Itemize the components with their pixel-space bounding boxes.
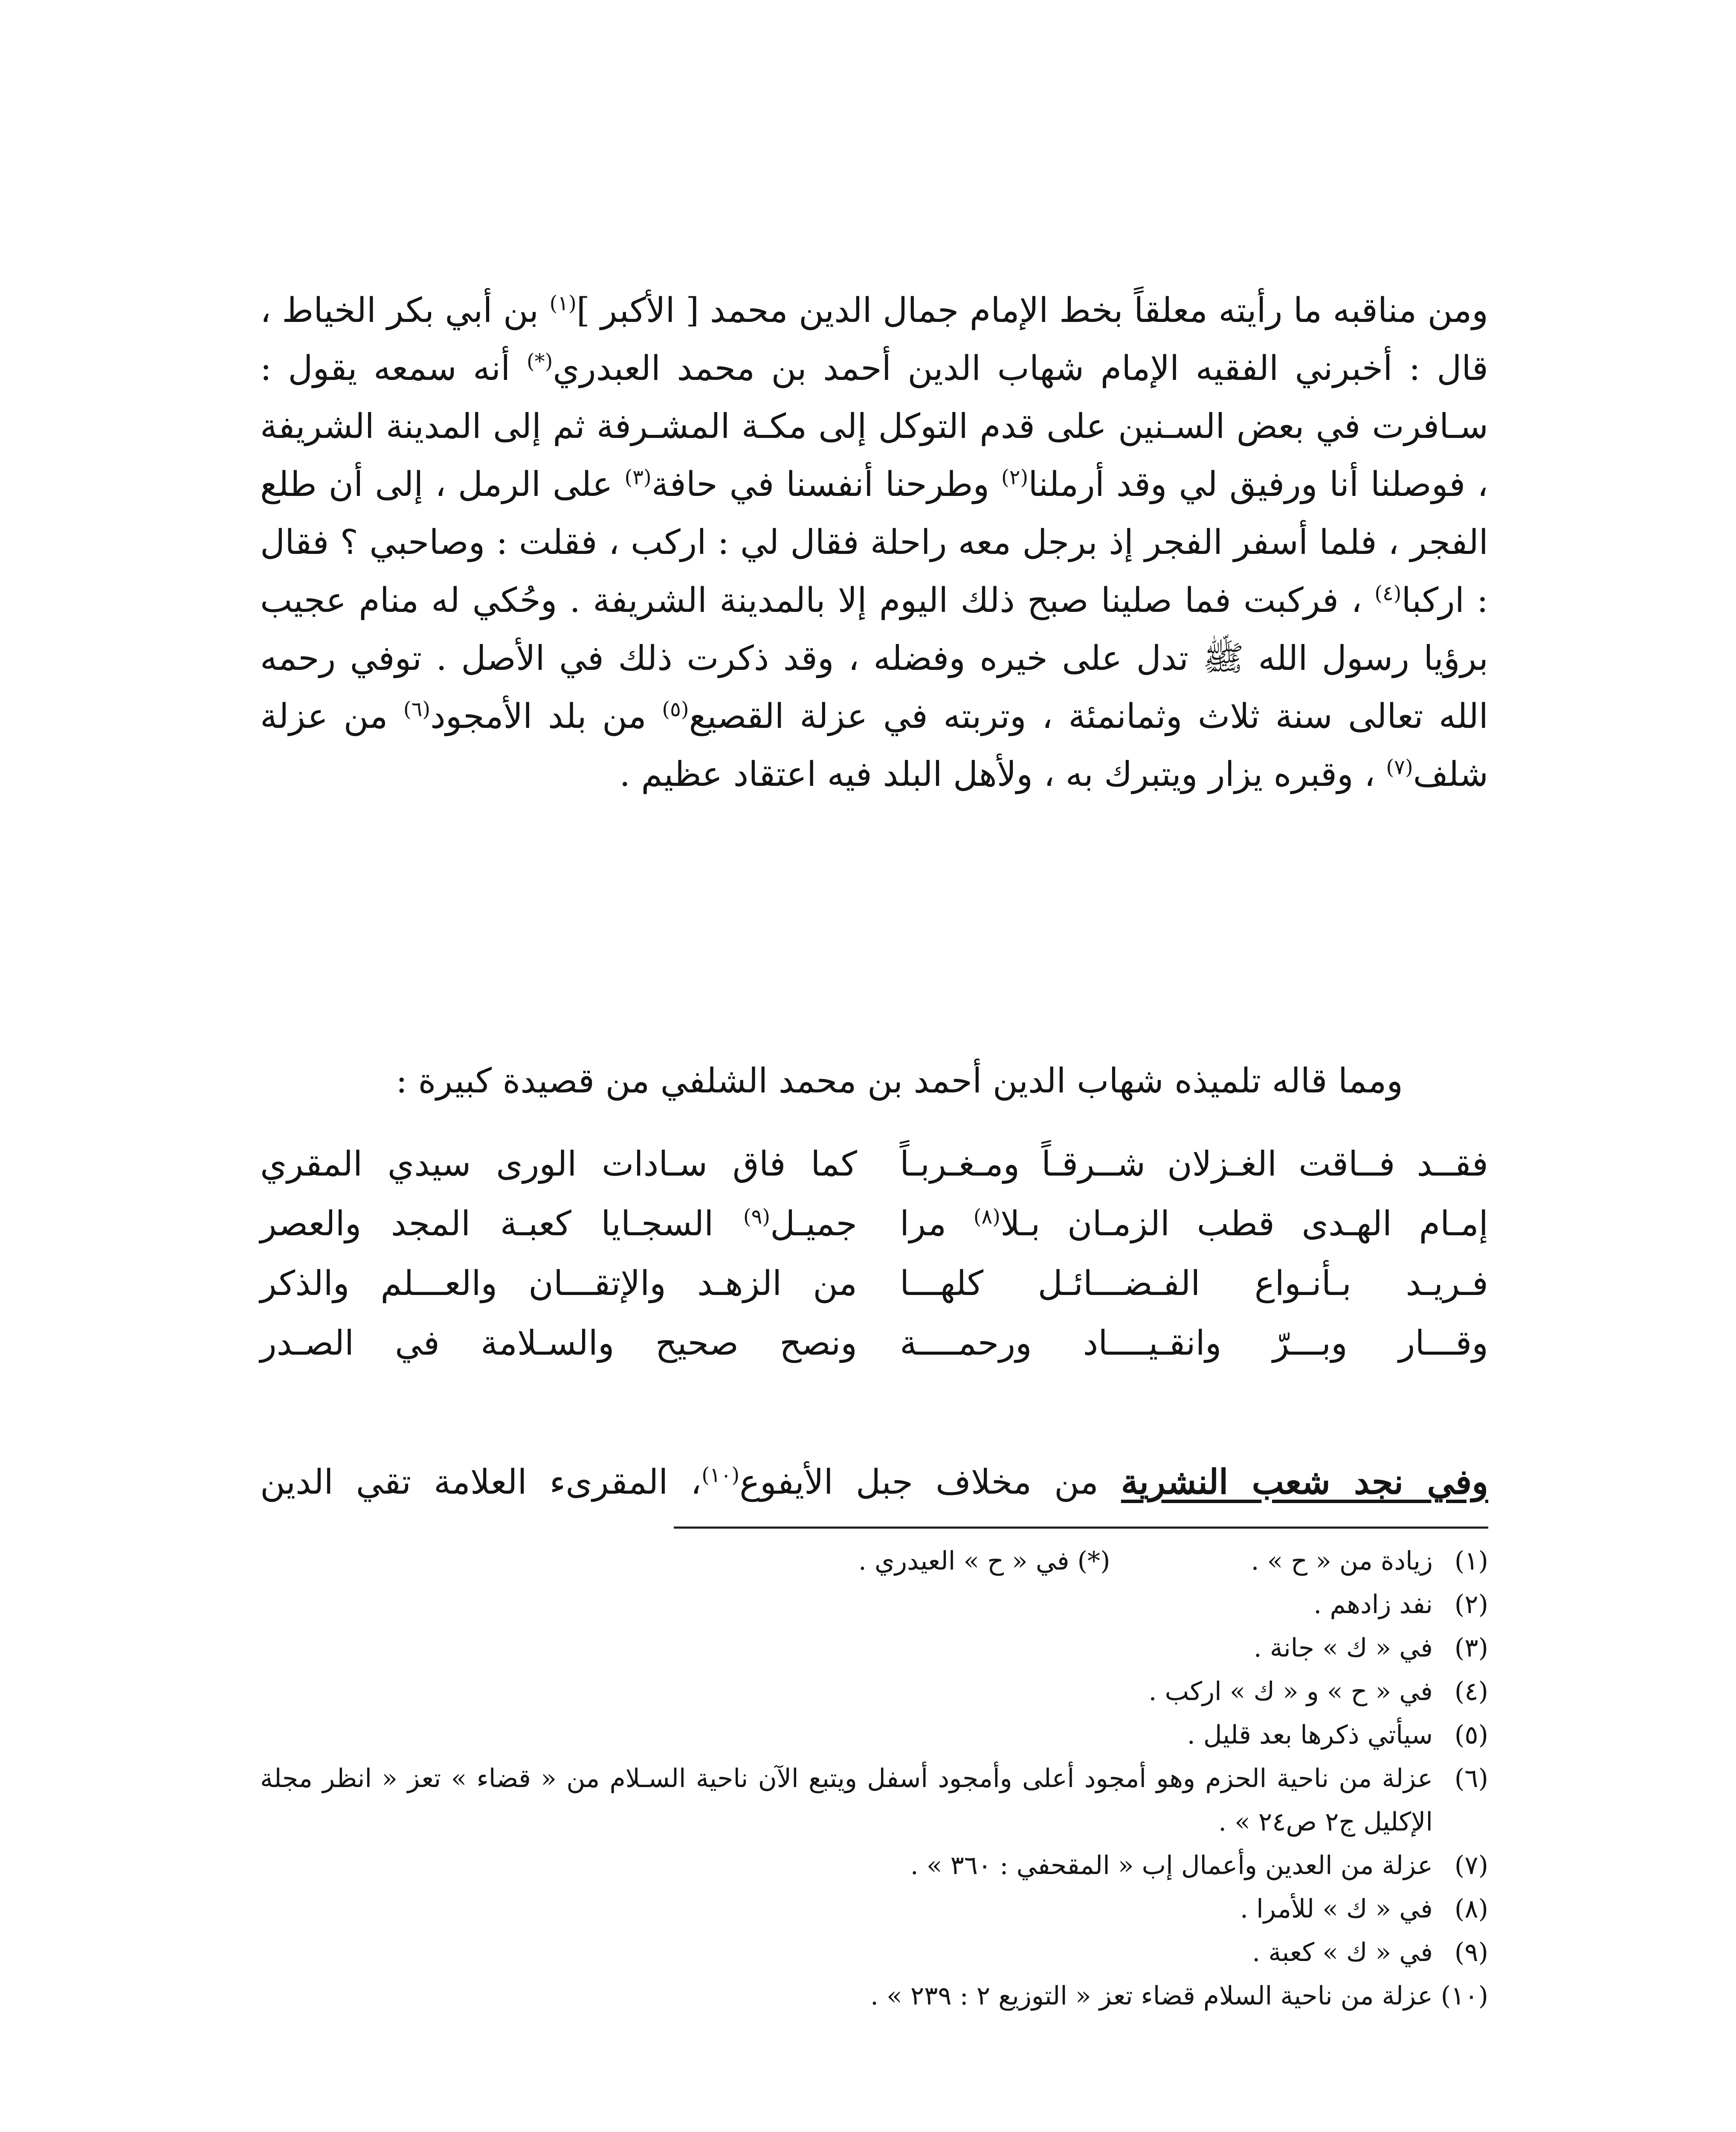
closing-line [260,1454,1488,1510]
text-run: ، المقرىء العلامة تقي الدين [260,1462,702,1502]
poem-verse [260,1134,1488,1194]
footnote-text: سيأتي ذكرها بعد قليل . [1187,1720,1433,1750]
footnote-ref: (٦) [403,697,431,721]
text-run: من عزلة شلف [260,696,1488,794]
footnote-number: (٦) [1454,1764,1488,1793]
footnote-ref: (٨) [973,1205,1000,1229]
footnote-ref: (٩) [743,1205,771,1229]
text-run: على الرمل ، إلى أن طلع الفجر ، فلما أسفر الفجر إذ برجل معه راحلة فقال لي : اركب ، فقلت : وصاحبي ؟ فقال : اركبا [260,464,1489,620]
footnote-ref: (٢) [1001,465,1029,490]
footnote-ref: (٥) [662,697,689,721]
verse-first-hemistich: فقــد فــاقت الغـزلان شــرقـاً ومـغـربـاً [900,1144,1488,1184]
footnote-number: (٧) [1454,1851,1488,1880]
verse-second-hemistich [260,1194,857,1254]
footnote-text: عزلة من ناحية السلام قضاء تعز « التوزيع ٢ : ٢٣٩ » . [870,1981,1433,2011]
footnote-text: في « ك » كعبة . [1252,1938,1433,1967]
text-run: بن أبي بكر الخياط ، قال : أخبرني الفقيه الإمام شهاب الدين أحمد بن محمد العبدري [260,290,1489,388]
text-run: أنه سمعه يقول : سـافرت في بعض السـنين على قدم التوكل إلى مكـة المشـرفة ثم إلى المدينة الشريفة ، فوصلنا أنا ورفيق لي وقد أرملنا [260,348,1489,504]
text-run: ومن مناقبه ما رأيته معلقاً بخط الإمام جمال الدين محمد [ الأكبر ] [576,290,1488,330]
footnote-item [260,1974,1488,2018]
text-run: من مخلاف جبل الأيفوع [739,1462,1121,1502]
footnote-item [260,1626,1488,1670]
main-paragraph [260,281,1488,803]
footnote-number: (٩) [1454,1938,1488,1967]
poem-intro: ومما قاله تلميذه شهاب الدين أحمد بن محمد الشلفي من قصيدة كبيرة : [396,1061,1403,1101]
footnote-item [260,1539,1488,1583]
footnote-item [260,1931,1488,1974]
footnote-number: (٣) [1454,1633,1488,1663]
footnotes [260,1539,1488,2018]
footnote-number: (٨) [1454,1894,1488,1924]
verse-first-hemistich [900,1194,1488,1254]
footnote-item [260,1887,1488,1931]
footnote-ref: (*) [526,349,553,374]
footnote-item [260,1713,1488,1757]
footnote-text: في « ك » جانة . [1253,1633,1433,1663]
footnote-ref: (٤) [1374,581,1402,605]
footnote-item [260,1670,1488,1713]
footnote-text: عزلة من العدين وأعمال إب « المقحفي : ٣٦٠ » . [910,1851,1433,1880]
verse-second-hemistich: كما فاق سـادات الورى سيدي المقري [260,1144,857,1184]
footnote-number: (٥) [1454,1720,1488,1750]
footnote-number: (١٠) [1440,1981,1488,2011]
footnote-ref: (٣) [624,465,652,490]
text-run: مرا [900,1204,974,1243]
text-run: إمـام الهـدى قطب الزمـان بـلا [1000,1204,1488,1243]
verse-second-hemistich: ونصح صحيح والسـلامة في الصـدر [260,1323,857,1363]
text-run: جميـل [770,1204,857,1243]
text-run: السجـايا كعبـة المجد والعصر [260,1204,743,1243]
footnote-text: نفد زادهم . [1313,1590,1433,1619]
text-run: زيادة من « ح » . [1251,1546,1433,1576]
footnote-star-note: (*) في « ح » العيدري . [858,1546,1110,1576]
footnote-text [260,1539,1433,1583]
poem-verse [260,1194,1488,1254]
footnote-number: (١) [1454,1546,1488,1576]
footnote-text: في « ح » و « ك » اركب . [1148,1677,1433,1706]
poem-verse [260,1313,1488,1373]
place-name: وفي نجد شعب النشرية [1121,1462,1488,1502]
footnote-ref: (٧) [1386,755,1413,779]
verse-second-hemistich: من الزهـد والإتقـــان والعـــلم والذكر [260,1263,857,1303]
poem [260,1134,1488,1373]
text-run: وطرحنا أنفسنا في حافة [651,464,1001,504]
footnote-number: (٤) [1454,1677,1488,1706]
footnote-text: في « ك » للأمرا . [1240,1894,1433,1924]
poem-verse [260,1254,1488,1313]
verse-first-hemistich: وقـــار وبـــرّ وانقـيــــاد ورحمــــة [900,1323,1488,1363]
text-run: ، فركبت فما صلينا صبح ذلك اليوم إلا بالمدينة الشريفة . وحُكي له منام عجيب برؤيا رسول الله ﷺ تدل على خيره وفضله ، وقد ذكرت ذلك في الأصل . توفي رحمه الله تعالى سنة ثلاث وثمانمئة ، وتربته في عزلة القصيع [260,580,1489,736]
text-run: ، وقبره يزار ويتبرك به ، ولأهل البلد فيه اعتقاد عظيم . [619,754,1386,794]
footnote-item [260,1844,1488,1887]
footnote-number: (٢) [1454,1590,1488,1619]
text-run: من بلد الأمجود [430,696,662,736]
footnote-item [260,1757,1488,1844]
footnote-text: عزلة من ناحية الحزم وهو أمجود أعلى وأمجود أسفل ويتبع الآن ناحية السـلام من « قضاء » تعز « انظر مجلة الإكليل ج٢ ص٢٤ » . [260,1764,1433,1837]
footnote-ref: (١) [549,291,577,316]
verse-first-hemistich: فـريـد بـأنـواع الفـضـــائـل كلهـــا [900,1263,1488,1303]
footnote-divider [674,1527,1488,1529]
footnote-item [260,1583,1488,1626]
footnote-ref: (١٠) [701,1463,740,1487]
